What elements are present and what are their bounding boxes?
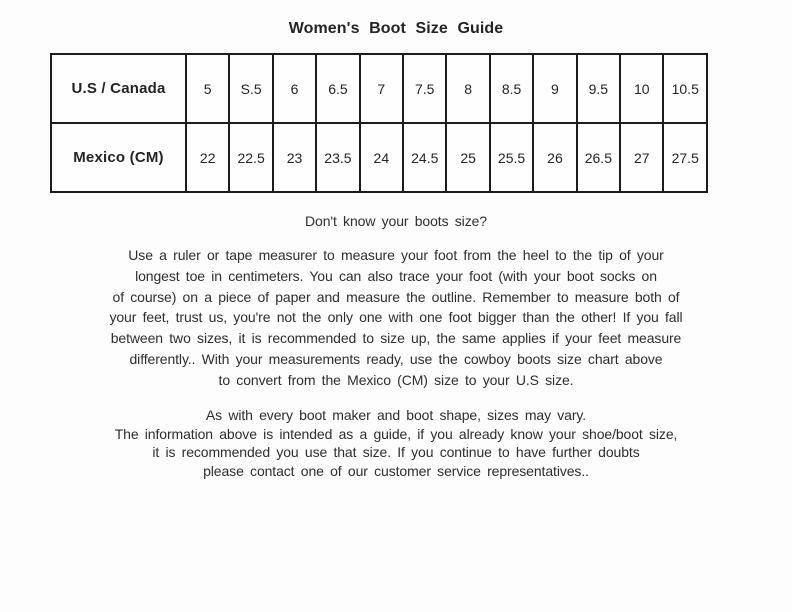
us-size-cell: 6.5 bbox=[316, 54, 359, 123]
mexico-size-cell: 26 bbox=[533, 123, 576, 192]
us-size-cell: 9 bbox=[533, 54, 576, 123]
us-size-cell: 8 bbox=[446, 54, 489, 123]
mexico-size-cell: 23.5 bbox=[316, 123, 359, 192]
us-size-cell: 5 bbox=[186, 54, 229, 123]
size-table bbox=[50, 53, 708, 193]
paragraph-line: longest toe in centimeters. You can also trace your foot (with your boot socks on bbox=[135, 267, 657, 284]
us-size-cell: S.5 bbox=[229, 54, 272, 123]
paragraph-line: it is recommended you use that size. If you continue to have further doubts bbox=[152, 444, 640, 460]
mexico-size-cell: 23 bbox=[273, 123, 316, 192]
table-row-us-canada bbox=[51, 54, 707, 123]
us-size-cell: 10.5 bbox=[663, 54, 707, 123]
mexico-size-cell: 22 bbox=[186, 123, 229, 192]
paragraph-line: your feet, trust us, you're not the only one with one foot bigger than the other! If you fall bbox=[109, 309, 683, 326]
table-row-mexico bbox=[51, 123, 707, 192]
page-title: Women's Boot Size Guide bbox=[288, 20, 504, 37]
paragraph-line: differently.. With your measurements ready, use the cowboy boots size chart above bbox=[129, 350, 663, 367]
paragraph-line: Use a ruler or tape measurer to measure your foot from the heel to the tip of your bbox=[128, 247, 664, 263]
mexico-size-cell: 24 bbox=[360, 123, 403, 192]
mexico-size-cell: 25 bbox=[446, 123, 489, 192]
row-label-mexico: Mexico (CM) bbox=[51, 123, 186, 192]
paragraph-line: to convert from the Mexico (CM) size to your U.S size. bbox=[218, 371, 574, 388]
paragraph-line: between two sizes, it is recommended to size up, the same applies if your feet measure bbox=[110, 330, 682, 347]
mexico-size-cell: 26.5 bbox=[577, 123, 620, 192]
disclaimer bbox=[0, 406, 792, 480]
paragraph-line: The information above is intended as a guide, if you already know your shoe/boot size, bbox=[114, 425, 678, 442]
question-heading: Don't know your boots size? bbox=[305, 213, 487, 229]
us-size-cell: 8.5 bbox=[490, 54, 533, 123]
mexico-size-cell: 27.5 bbox=[663, 123, 707, 192]
us-size-cell: 9.5 bbox=[577, 54, 620, 123]
mexico-size-cell: 22.5 bbox=[229, 123, 272, 192]
mexico-size-cell: 27 bbox=[620, 123, 663, 192]
mexico-size-cell: 24.5 bbox=[403, 123, 446, 192]
paragraph-line: of course) on a piece of paper and measure the outline. Remember to measure both of bbox=[112, 288, 680, 305]
us-size-cell: 10 bbox=[620, 54, 663, 123]
us-size-cell: 6 bbox=[273, 54, 316, 123]
paragraph-line: please contact one of our customer service representatives.. bbox=[203, 462, 589, 479]
mexico-size-cell: 25.5 bbox=[490, 123, 533, 192]
paragraph-line: As with every boot maker and boot shape, sizes may vary. bbox=[205, 407, 587, 423]
row-label-us-canada: U.S / Canada bbox=[51, 54, 186, 123]
measurement-instructions bbox=[0, 245, 792, 391]
us-size-cell: 7 bbox=[360, 54, 403, 123]
us-size-cell: 7.5 bbox=[403, 54, 446, 123]
